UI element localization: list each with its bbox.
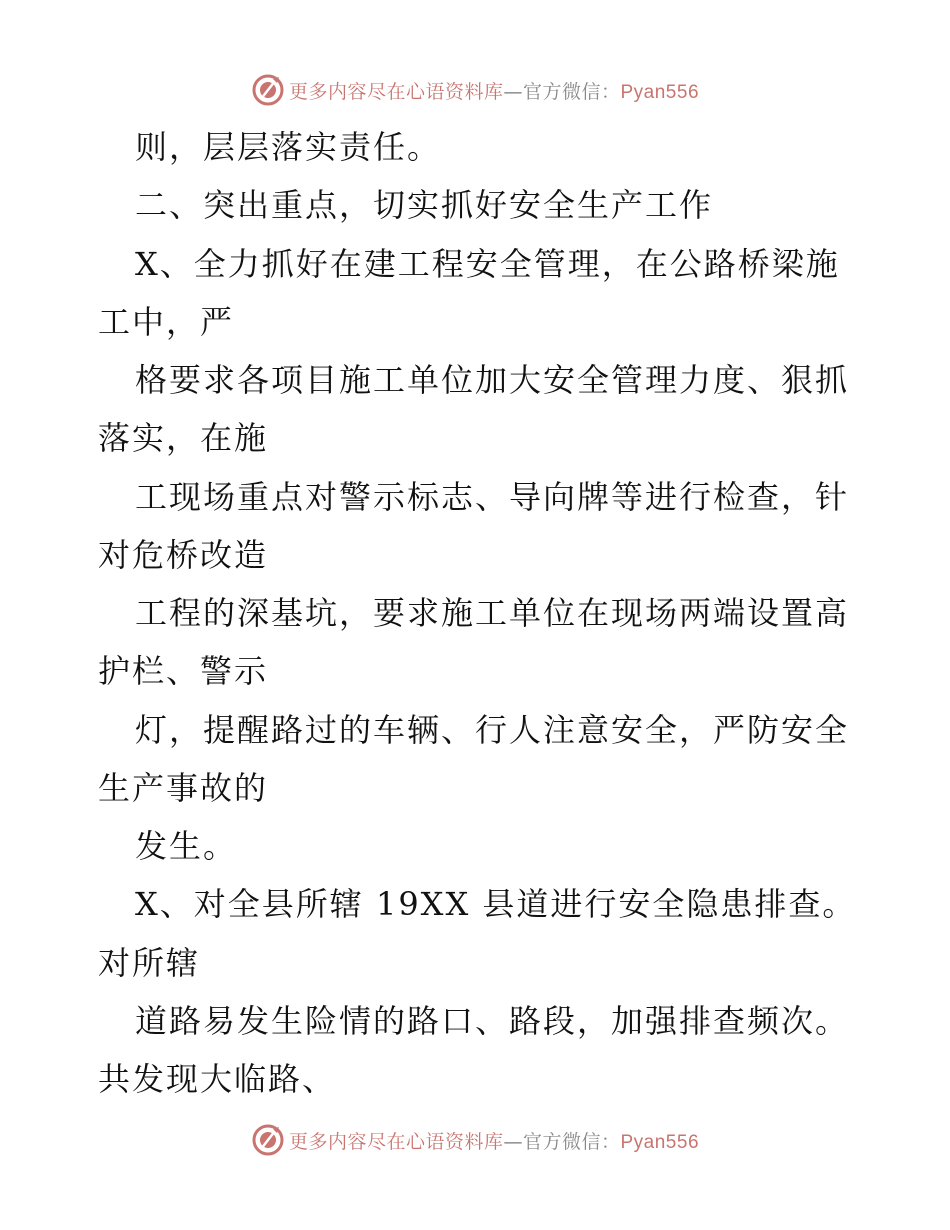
text-line: 发生。 (135, 827, 238, 865)
text-line: 护栏、警示 (98, 652, 269, 690)
text-line: 工现场重点对警示标志、导向牌等进行检查，针 (135, 478, 850, 516)
text-line: 二、突出重点，切实抓好安全生产工作 (135, 186, 714, 224)
text-line: 工程的深基坑，要求施工单位在现场两端设置高 (135, 594, 850, 632)
text-line: 共发现大临路、 (98, 1060, 337, 1098)
text-line: 落实，在施 (98, 419, 269, 457)
text-line: 道路易发生险情的路口、路段，加强排查频次。 (135, 1002, 850, 1040)
watermark-text: 更多内容尽在心语资料库—官方微信：Pyan556 (288, 80, 700, 103)
text-line: 格要求各项目施工单位加大安全管理力度、狠抓 (135, 361, 850, 399)
watermark-text: 更多内容尽在心语资料库—官方微信：Pyan556 (288, 1130, 700, 1153)
seal-pen-icon (251, 1123, 285, 1157)
text-line: 灯，提醒路过的车辆、行人注意安全，严防安全 (135, 711, 850, 749)
footer-watermark (0, 1120, 950, 1160)
header-watermark (0, 70, 950, 110)
seal-pen-icon (251, 73, 285, 107)
text-line: X、全力抓好在建工程安全管理，在公路桥梁施 (135, 245, 840, 283)
text-line: 工中，严 (98, 303, 235, 341)
text-line: 对危桥改造 (98, 536, 269, 574)
text-line: 则，层层落实责任。 (135, 128, 442, 166)
text-line: 对所辖 (98, 944, 201, 982)
text-line: 生产事故的 (98, 769, 269, 807)
text-line: X、对全县所辖 19XX 县道进行安全隐患排查。 (135, 885, 857, 923)
